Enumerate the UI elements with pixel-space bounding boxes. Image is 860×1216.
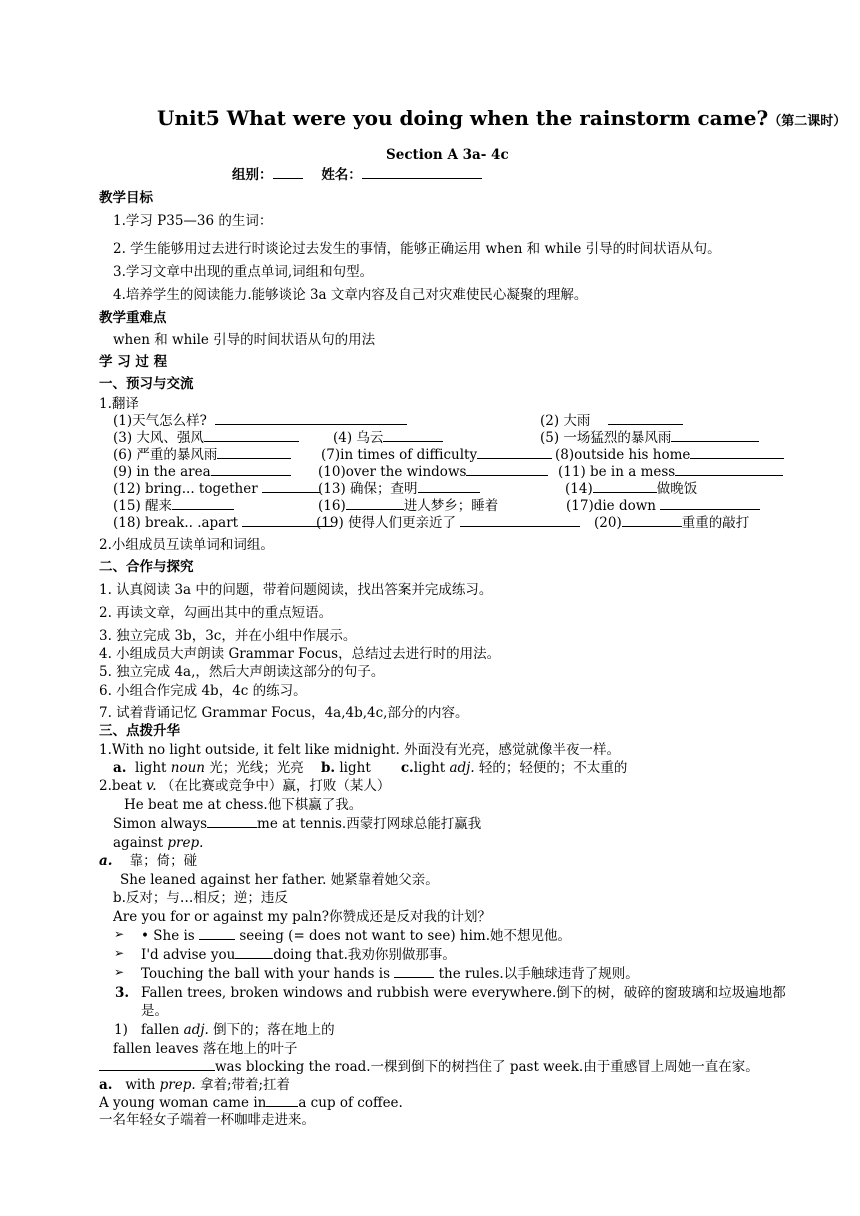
point-fallen: fallen adj. 倒下的；落在地上的 <box>141 1022 335 1038</box>
part2-item: 3. 独立完成 3b，3c，并在小组中作展示。 <box>99 628 357 644</box>
title-suffix: （第二课时） <box>768 114 847 129</box>
arrow-bullet-icon: ➢ <box>114 946 125 960</box>
point-beat: 2.beat v. （在比赛或竞争中）赢，打败（某人） <box>99 778 391 794</box>
part2-item: 6. 小组合作完成 4b，4c 的练习。 <box>99 683 307 699</box>
translate-item: (13) 确保；查明 <box>318 480 480 498</box>
heading-goals: 教学目标 <box>99 190 153 206</box>
example-sentence: He beat me at chess.他下棋赢了我。 <box>124 797 363 813</box>
group-label: 组别： <box>232 167 273 183</box>
heading-part3: 三、点拨升华 <box>99 723 180 739</box>
point-sentence: 1.With no light outside, it felt like midnight. 外面没有光亮，感觉就像半夜一样。 <box>99 742 621 758</box>
goal-item: 1.学习 P35—36 的生词： <box>113 213 273 229</box>
point-with: a. with prep. 拿着;带着;扛着 <box>99 1077 291 1093</box>
example-sentence: I'd advise you doing that.我劝你别做那事。 <box>141 947 456 963</box>
goal-item: 3.学习文章中出现的重点单词,词组和句型。 <box>113 264 374 280</box>
goal-item: 2. 学生能够用过去进行时谈论过去发生的事情，能够正确运用 when 和 while 引导的时间状语从句。 <box>113 241 721 257</box>
translate-label: 1.翻译 <box>99 396 139 412</box>
heading-part1: 一、预习与交流 <box>99 376 194 392</box>
part2-item: 1. 认真阅读 3a 中的问题，带着问题阅读，找出答案并完成练习。 <box>99 582 493 598</box>
against-def-a: a. 靠；倚；碰 <box>99 853 198 869</box>
translate-item: (20) 重重的敲打 <box>594 515 750 531</box>
part1-item2: 2.小组成员互读单词和词组。 <box>99 537 274 553</box>
section-label: Section A 3a- 4c <box>386 147 509 163</box>
translate-item: (6) 严重的暴风雨 <box>113 446 291 464</box>
point-against: against prep. <box>113 835 204 851</box>
translate-item: (16) 进人梦乡；睡着 <box>318 498 499 514</box>
translate-item: (12) bring... together <box>113 480 320 498</box>
part2-item: 2. 再读文章，勾画出其中的重点短语。 <box>99 605 333 621</box>
example-sentence: fallen leaves 落在地上的叶子 <box>113 1041 298 1057</box>
translate-item: (10)over the windows <box>318 463 548 481</box>
point-number: 3. <box>115 985 130 1001</box>
example-sentence: Are you for or against my paln?你赞成还是反对我的计划？ <box>113 909 492 925</box>
translate-item: (3) 大风、强风 <box>113 429 299 447</box>
arrow-bullet-icon: ➢ <box>114 965 125 979</box>
example-sentence: 一名年轻女子端着一杯咖啡走进来。 <box>99 1112 315 1128</box>
example-sentence: was blocking the road.一棵到倒下的树挡住了 past week.由于重感冒上周她一直在家。 <box>99 1058 759 1076</box>
point-number: 1) <box>114 1022 128 1038</box>
arrow-bullet-icon: ➢ <box>114 927 125 941</box>
translate-item: (9) in the area <box>113 463 291 481</box>
translate-item: (17)die down <box>566 497 760 515</box>
translate-item: (2) 大雨 <box>540 412 683 430</box>
translate-item: (15) 醒来 <box>113 497 234 515</box>
example-sentence: • She is seeing (= does not want to see) him.她不想见他。 <box>141 928 571 944</box>
goal-item: 4.培养学生的阅读能力.能够谈论 3a 文章内容及自己对灾难使民心凝聚的理解。 <box>113 287 588 303</box>
translate-item: (4) 乌云 <box>333 429 443 447</box>
part2-item: 4. 小组成员大声朗读 Grammar Focus，总结过去进行时的用法。 <box>99 646 501 662</box>
translate-item: (18) break.. .apart <box>113 514 332 532</box>
translate-item: (14) 做晚饭 <box>565 481 698 497</box>
translate-item: (5) 一场猛烈的暴风雨 <box>540 429 759 447</box>
part2-item: 5. 独立完成 4a,，然后大声朗读这部分的句子。 <box>99 664 385 680</box>
translate-item: (7)in times of difficulty <box>321 446 552 464</box>
point-sentence: Fallen trees, broken windows and rubbish were everywhere.倒下的树，破碎的窗玻璃和垃圾遍地都 <box>141 985 786 1001</box>
heading-key-points: 教学重难点 <box>99 310 167 326</box>
example-sentence: A young woman came in a cup of coffee. <box>99 1095 403 1111</box>
group-blank <box>273 166 303 179</box>
heading-process: 学 习 过 程 <box>99 354 168 370</box>
example-sentence: Touching the ball with your hands is the rules.以手触球违背了规则。 <box>141 966 639 982</box>
point-sentence: 是。 <box>141 1003 168 1019</box>
example-sentence: Simon always me at tennis.西蒙打网球总能打赢我 <box>113 816 482 832</box>
translate-item: (19) 使得人们更亲近了 <box>316 514 580 532</box>
page-title: Unit5 What were you doing when the rainstorm came?（第二课时） <box>157 106 847 130</box>
name-blank <box>362 166 482 179</box>
part2-item: 7. 试着背诵记忆 Grammar Focus，4a,4b,4c,部分的内容。 <box>99 705 469 721</box>
translate-item: (11) be in a mess <box>558 463 783 481</box>
point-definitions: a. light noun 光；光线；光亮 b. light c.light adj. 轻的；轻便的；不太重的 <box>113 760 628 776</box>
name-label: 姓名： <box>321 167 362 183</box>
group-name-line <box>232 166 482 184</box>
key-points-text: when 和 while 引导的时间状语从句的用法 <box>113 332 376 348</box>
translate-item: (8)outside his home <box>555 446 784 464</box>
translate-item: (1)天气怎么样? <box>113 412 407 430</box>
heading-part2: 二、合作与探究 <box>99 559 194 575</box>
against-def-b: b.反对；与…相反；逆；违反 <box>113 890 288 906</box>
example-sentence: She leaned against her father. 她紧靠着她父亲。 <box>120 872 439 888</box>
